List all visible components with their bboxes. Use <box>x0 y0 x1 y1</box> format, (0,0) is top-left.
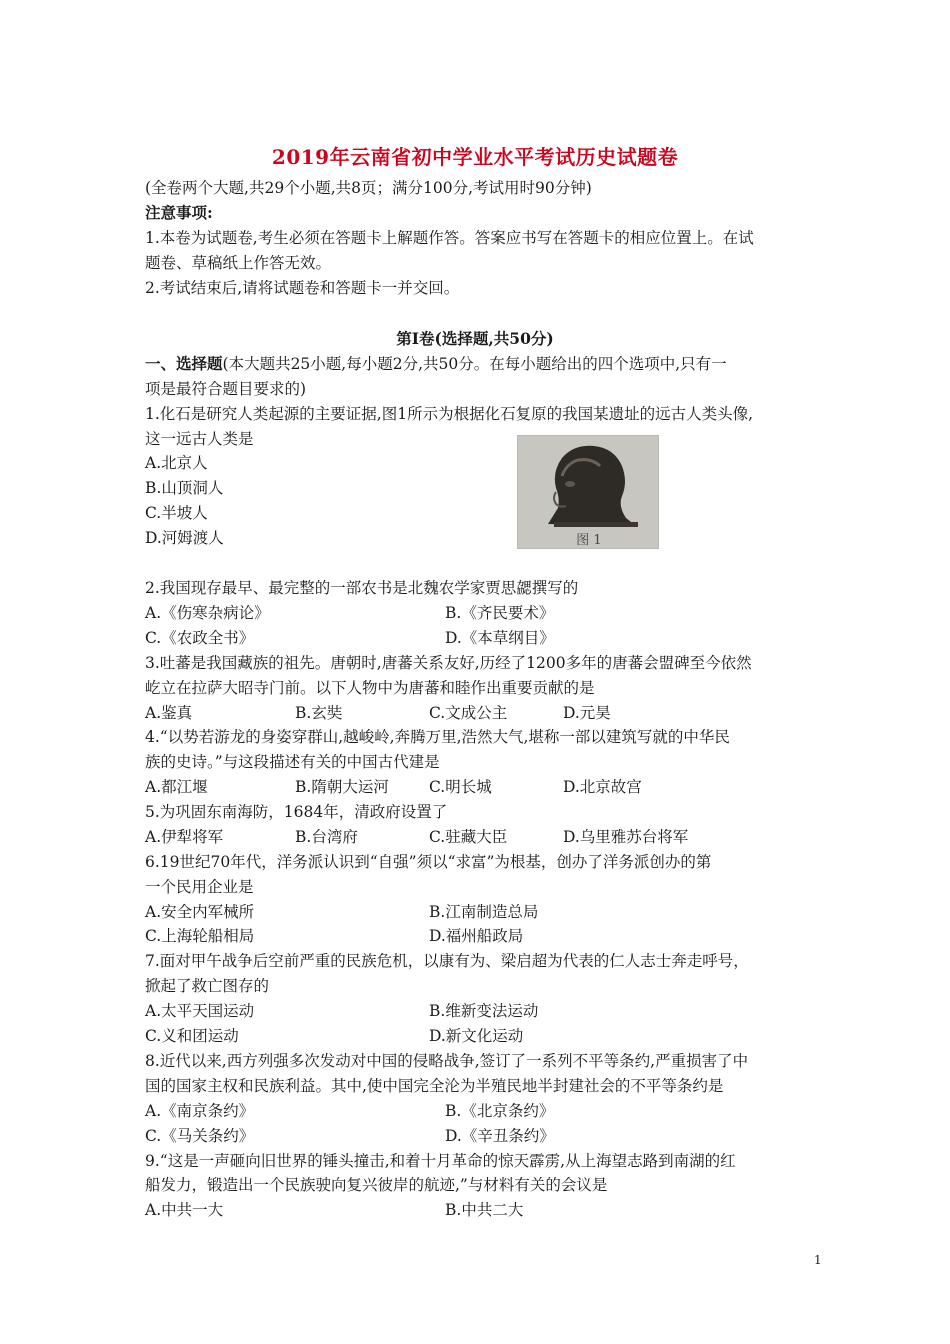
question-stem: 掀起了救亡图存的 <box>145 977 270 995</box>
option: C.半坡人 <box>145 504 208 522</box>
option: B.维新变法运动 <box>429 1002 539 1020</box>
option: B.台湾府 <box>295 828 358 846</box>
option: A.太平天国运动 <box>145 1002 255 1020</box>
question-stem: 4.“以势若游龙的身姿穿群山,越峻岭,奔腾万里,浩然大气,堪称一部以建筑写就的中华民 <box>145 728 730 746</box>
option: C.义和团运动 <box>145 1027 239 1045</box>
option: A.鉴真 <box>145 704 193 722</box>
question-stem: 这一远古人类是 <box>145 430 254 448</box>
option: A.《伤寒杂病论》 <box>145 604 270 622</box>
question-stem: 1.化石是研究人类起源的主要证据,图1所示为根据化石复原的我国某遗址的远古人类头像, <box>145 405 754 423</box>
part-heading-label: 一、选择题 <box>145 354 223 373</box>
option: D.河姆渡人 <box>145 529 224 547</box>
question-stem: 9.“这是一声砸向旧世界的锤头撞击,和着十月革命的惊天霹雳,从上海望志路到南湖的红 <box>145 1152 736 1170</box>
question-stem: 6.19世纪70年代，洋务派认识到“自强”须以“求富”为根基，创办了洋务派创办的第 <box>145 853 712 871</box>
option: B.山顶洞人 <box>145 479 224 497</box>
notice-heading: 注意事项: <box>145 203 213 222</box>
option: B.江南制造总局 <box>429 903 539 921</box>
figure-1-bust-photo <box>517 435 659 549</box>
option: D.新文化运动 <box>429 1027 524 1045</box>
figure-caption: 图 1 <box>576 533 602 548</box>
page-number: 1 <box>814 1253 822 1267</box>
question-stem: 船发力，锻造出一个民族驶向复兴彼岸的航迹,”与材料有关的会议是 <box>145 1176 608 1194</box>
option: A.安全内军械所 <box>145 903 255 921</box>
option: A.《南京条约》 <box>145 1102 255 1120</box>
part-heading-desc: (本大题共25小题,每小题2分,共50分。在每小题给出的四个选项中,只有一 <box>222 355 727 373</box>
option: D.福州船政局 <box>429 927 524 945</box>
question-stem: 族的史诗。”与这段描述有关的中国古代建是 <box>145 753 440 771</box>
option: D.《本草纲目》 <box>445 629 555 647</box>
option: A.中共一大 <box>145 1201 224 1219</box>
option: A.伊犁将军 <box>145 828 224 846</box>
question-stem: 5.为巩固东南海防，1684年，清政府设置了 <box>145 803 448 821</box>
option: A.都江堰 <box>145 778 208 796</box>
part-heading-line2: 项是最符合题目要求的) <box>145 380 307 398</box>
option: B.《北京条约》 <box>445 1102 555 1120</box>
option: C.上海轮船相局 <box>145 927 255 945</box>
option: B.《齐民要术》 <box>445 604 555 622</box>
option: B.玄奘 <box>295 704 343 722</box>
option: D.《辛丑条约》 <box>445 1127 555 1145</box>
notice-line: 1.本卷为试题卷,考生必须在答题卡上解题作答。答案应书写在答题卡的相应位置上。在试 <box>145 229 754 247</box>
option: C.《马关条约》 <box>145 1127 255 1145</box>
question-stem: 3.吐蕃是我国藏族的祖先。唐朝时,唐蕃关系友好,历经了1200多年的唐蕃会盟碑至今依然 <box>145 654 752 672</box>
notice-line: 2.考试结束后,请将试题卷和答题卡一并交回。 <box>145 279 460 297</box>
option: B.中共二大 <box>445 1201 524 1219</box>
option: A.北京人 <box>145 454 208 472</box>
section-title: 第Ⅰ卷(选择题,共50分) <box>396 329 554 348</box>
question-stem: 7.面对甲午战争后空前严重的民族危机，以康有为、梁启超为代表的仁人志士奔走呼号， <box>145 952 749 970</box>
option: C.驻藏大臣 <box>429 828 508 846</box>
option: D.元昊 <box>563 704 611 722</box>
option: C.《农政全书》 <box>145 629 255 647</box>
notice-line: 题卷、草稿纸上作答无效。 <box>145 254 332 272</box>
question-stem: 8.近代以来,西方列强多次发动对中国的侵略战争,签订了一系列不平等条约,严重损害了中 <box>145 1052 749 1070</box>
part-heading <box>145 354 727 374</box>
exam-title: 2019年云南省初中学业水平考试历史试题卷 <box>271 145 679 169</box>
question-stem: 国的国家主权和民族利益。其中,使中国完全沦为半殖民地半封建社会的不平等条约是 <box>145 1077 724 1095</box>
option: D.北京故宫 <box>563 778 642 796</box>
question-stem: 一个民用企业是 <box>145 878 254 896</box>
exam-intro: (全卷两个大题,共29个小题,共8页；满分100分,考试用时90分钟) <box>145 179 592 197</box>
option: C.文成公主 <box>429 704 508 722</box>
question-stem: 2.我国现存最早、最完整的一部农书是北魏农学家贾思勰撰写的 <box>145 579 579 597</box>
option: D.乌里雅苏台将军 <box>563 828 689 846</box>
option: C.明长城 <box>429 778 492 796</box>
option: B.隋朝大运河 <box>295 778 389 796</box>
question-stem: 屹立在拉萨大昭寺门前。以下人物中为唐蕃和睦作出重要贡献的是 <box>145 679 595 697</box>
